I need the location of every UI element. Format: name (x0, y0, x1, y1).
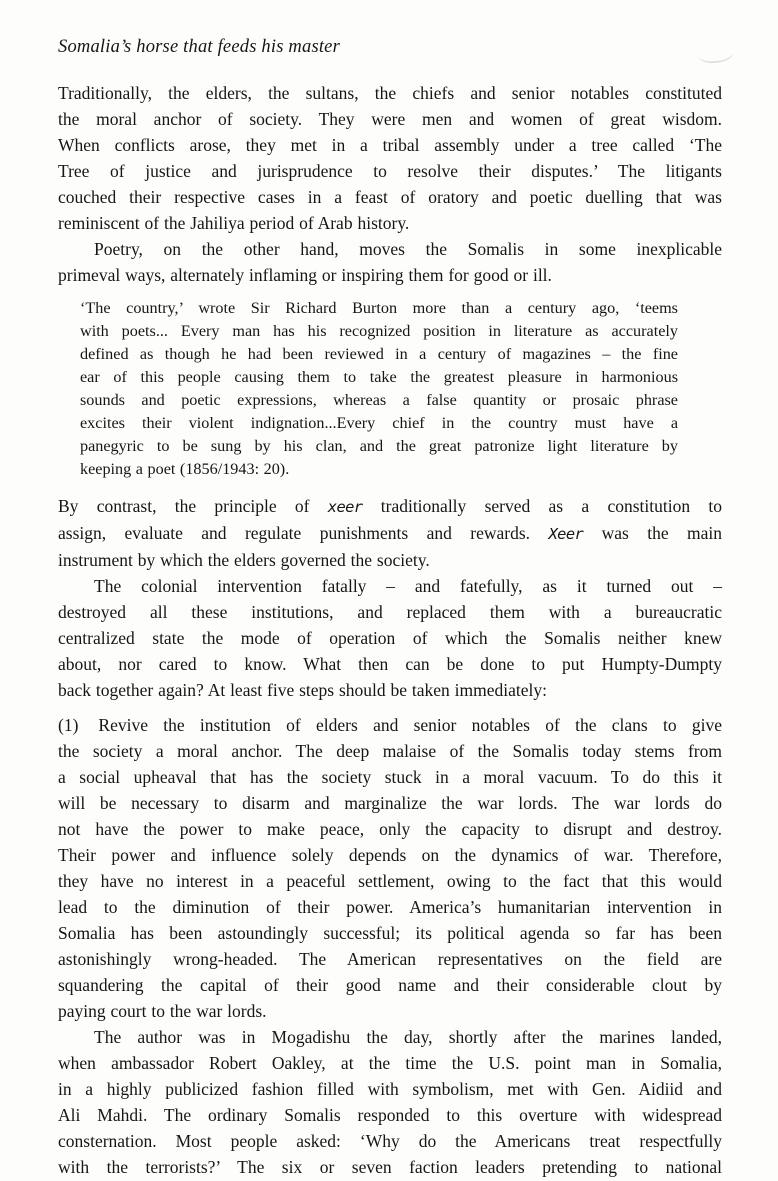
list-number: (1) (58, 715, 79, 735)
text-line: couched their respective cases in a feast of oratory and poetic duelling that was (58, 187, 722, 207)
text-line: with poets... Every man has his recognized position in literature as accurately (80, 322, 678, 340)
text-line: primeval ways, alternately inflaming or inspiring them for good or ill. (58, 265, 552, 285)
text-line: paying court to the war lords. (58, 1001, 267, 1021)
text-line: Their power and influence solely depends on the dynamics of war. Therefore, (58, 845, 722, 865)
text-line: panegyric to be sung by his clan, and the great patronize light literature by (80, 437, 678, 455)
paragraph (58, 80, 722, 236)
text-segment: By contrast, the principle of (58, 496, 328, 516)
text-segment: Revive the institution of elders and senior notables of the clans to give (98, 715, 722, 735)
text-line: a social upheaval that has the society stuck in a moral vacuum. To do this it (58, 767, 722, 787)
text-line: sounds and poetic expressions, whereas a false quantity or prosaic phrase (80, 391, 678, 409)
scan-smudge (697, 48, 734, 65)
text-line (58, 493, 722, 520)
text-line: consternation. Most people asked: ‘Why do the Americans treat respectfully (58, 1131, 722, 1151)
text-segment: traditionally served as a constitution to (362, 496, 722, 516)
text-line: ‘The country,’ wrote Sir Richard Burton more than a century ago, ‘teems (80, 299, 678, 317)
paragraph (58, 573, 722, 703)
text-line: not have the power to make peace, only the capacity to disrupt and destroy. (58, 819, 722, 839)
text-line: ear of this people causing them to take the greatest pleasure in harmonious (80, 368, 678, 386)
text-line: keeping a poet (1856/1943: 20). (80, 460, 290, 478)
paragraph (58, 493, 722, 573)
text-line: Tree of justice and jurisprudence to resolve their disputes.’ The litigants (58, 161, 722, 181)
text-line: with the terrorists?’ The six or seven faction leaders pretending to national (58, 1157, 722, 1177)
text-line: instrument by which the elders governed the society. (58, 550, 430, 570)
text-line: they have no interest in a peaceful settlement, owing to the fact that this would (58, 871, 722, 891)
text-line: centralized state the mode of operation of which the Somalis neither knew (58, 628, 722, 648)
text-line: in a highly publicized fashion filled with symbolism, met with Gen. Aidiid and (58, 1079, 722, 1099)
text-line: defined as though he had been reviewed in a century of magazines – the fine (80, 345, 678, 363)
text-line: The colonial intervention fatally – and fatefully, as it turned out – (94, 576, 722, 596)
text-line: the society a moral anchor. The deep malaise of the Somalis today stems from (58, 741, 722, 761)
text-line: Poetry, on the other hand, moves the Somalis in some inexplicable (94, 239, 722, 259)
text-line: reminiscent of the Jahiliya period of Arab history. (58, 213, 410, 233)
text-segment: assign, evaluate and regulate punishments and rewards. (58, 523, 549, 543)
text-line: Ali Mahdi. The ordinary Somalis responded to this overture with widespread (58, 1105, 722, 1125)
text-line (58, 520, 722, 547)
text-line: when ambassador Robert Oakley, at the time the U.S. point man in Somalia, (58, 1053, 722, 1073)
text-line: Traditionally, the elders, the sultans, the chiefs and senior notables constituted (58, 83, 722, 103)
text-line: excites their violent indignation...Every chief in the country must have a (80, 414, 678, 432)
text-line: the moral anchor of society. They were men and women of great wisdom. (58, 109, 722, 129)
running-head: Somalia’s horse that feeds his master (58, 37, 340, 57)
text-line: When conflicts arose, they met in a tribal assembly under a tree called ‘The (58, 135, 722, 155)
paragraph (58, 236, 722, 288)
paragraph (58, 712, 722, 1024)
text-segment: was the main (583, 523, 722, 543)
xeer-term: Xeer (548, 525, 584, 543)
text-body (58, 80, 722, 1180)
text-line: will be necessary to disarm and marginalize the war lords. The war lords do (58, 793, 722, 813)
block-quote (80, 297, 678, 481)
paragraph (58, 1024, 722, 1180)
text-line: back together again? At least five steps should be taken immediately: (58, 680, 548, 700)
xeer-term: xeer (327, 498, 363, 516)
text-line (58, 712, 722, 738)
text-line: astonishingly wrong-headed. The American representatives on the field are (58, 949, 722, 969)
text-line: destroyed all these institutions, and replaced them with a bureaucratic (58, 602, 722, 622)
text-line: squandering the capital of their good name and their considerable clout by (58, 975, 722, 995)
text-line: lead to the diminution of their power. America’s humanitarian intervention in (58, 897, 722, 917)
text-line: Somalia has been astoundingly successful; its political agenda so far has been (58, 923, 722, 943)
text-line: The author was in Mogadishu the day, shortly after the marines landed, (94, 1027, 722, 1047)
text-line: about, nor cared to know. What then can be done to put Humpty-Dumpty (58, 654, 722, 674)
